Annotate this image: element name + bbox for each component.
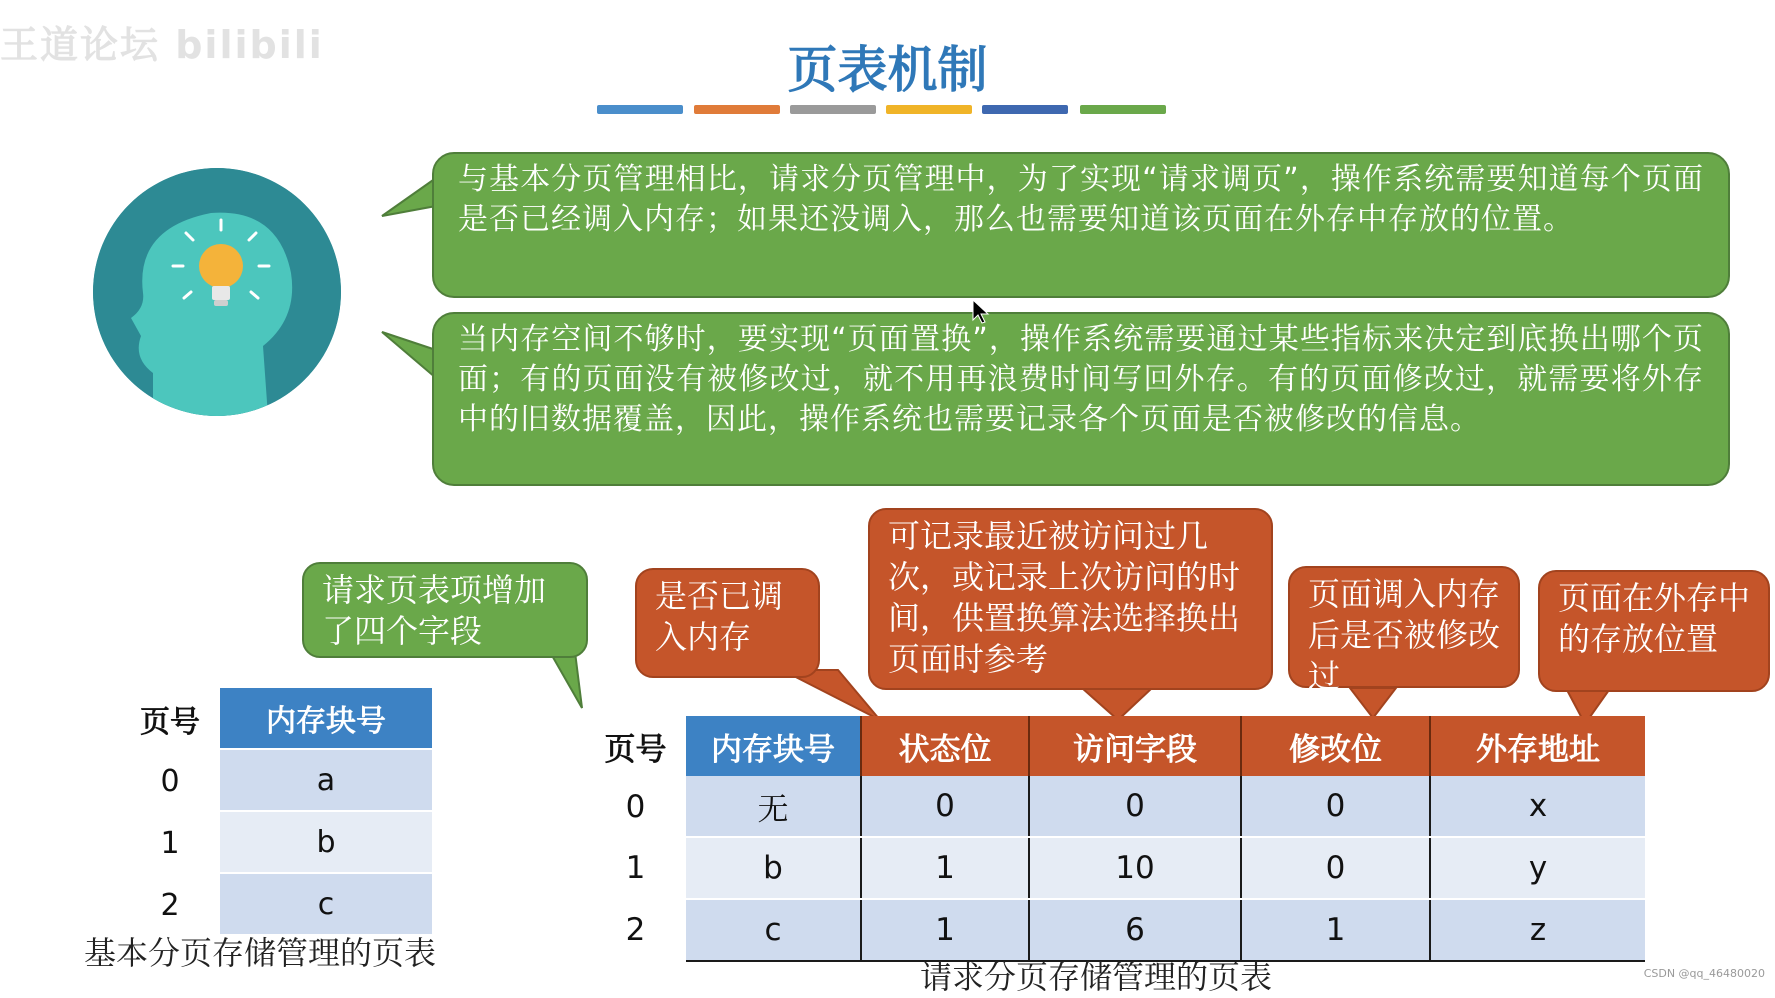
disk-address: y <box>1430 837 1645 899</box>
table-header-row <box>120 688 432 750</box>
block-number: b <box>686 837 861 899</box>
page-title: 页表机制 <box>787 41 988 99</box>
table-row <box>120 750 432 812</box>
callout-tail <box>520 650 590 712</box>
access-field-header: 访问字段 <box>1029 716 1241 776</box>
page-number-header: 页号 <box>604 731 667 768</box>
head-lightbulb-icon <box>93 168 341 416</box>
request-page-table <box>585 716 1645 962</box>
block-number: c <box>220 874 432 936</box>
page-number: 1 <box>625 850 646 886</box>
title-bar-segment <box>1080 105 1166 114</box>
disk-address: z <box>1430 899 1645 961</box>
page-number-header: 页号 <box>140 705 200 740</box>
mouse-cursor-icon <box>971 298 991 324</box>
table-row <box>585 776 1645 837</box>
page-number: 0 <box>625 788 646 825</box>
modify-bit: 1 <box>1241 899 1430 961</box>
page-number: 2 <box>160 887 180 923</box>
basic-page-table <box>120 688 432 936</box>
title-bar-segment <box>886 105 972 114</box>
bubble-tail <box>380 176 440 226</box>
request-table-caption: 请求分页存储管理的页表 <box>920 958 1273 996</box>
bubble-page-replacement: 当内存空间不够时，要实现“页面置换”，操作系统需要通过某些指标来决定到底换出哪个页面；有的页面没有被修改过，就不用再浪费时间写回外存。有的页面修改过，就需要将外存中的旧数据覆盖，因此，操作系统也需要记录各个页面是否被修改的信息。 <box>432 312 1730 486</box>
table-row <box>120 874 432 936</box>
table-row <box>120 812 432 874</box>
table-header-row <box>585 716 1645 776</box>
source-watermark: CSDN @qq_46480020 <box>1643 967 1765 980</box>
title-bar-segment <box>597 105 683 114</box>
basic-table-caption: 基本分页存储管理的页表 <box>84 934 437 972</box>
page-number: 1 <box>160 825 180 861</box>
disk-address-header: 外存地址 <box>1430 716 1645 776</box>
status-bit: 0 <box>861 776 1029 837</box>
callout-modify-bit: 页面调入内存后是否被修改过 <box>1288 566 1520 688</box>
watermark: 王道论坛 bilibili <box>0 23 324 67</box>
bubble-tail <box>380 330 440 400</box>
block-number-header: 内存块号 <box>686 716 861 776</box>
callout-status-bit: 是否已调入内存 <box>635 568 820 678</box>
page-number: 2 <box>625 912 646 948</box>
block-number-header: 内存块号 <box>220 688 432 750</box>
page-number: 0 <box>160 763 180 799</box>
status-bit: 1 <box>861 837 1029 899</box>
access-field: 0 <box>1029 776 1241 837</box>
modify-bit: 0 <box>1241 776 1430 837</box>
block-number: b <box>220 812 432 874</box>
title-bar-segment <box>790 105 876 114</box>
block-number: a <box>220 750 432 812</box>
callout-disk-address: 页面在外存中的存放位置 <box>1538 570 1770 692</box>
bubble-demand-paging: 与基本分页管理相比，请求分页管理中，为了实现“请求调页”，操作系统需要知道每个页面是否已经调入内存；如果还没调入，那么也需要知道该页面在外存中存放的位置。 <box>432 152 1730 298</box>
access-field: 6 <box>1029 899 1241 961</box>
title-bar-segment <box>982 105 1068 114</box>
status-bit-header: 状态位 <box>861 716 1029 776</box>
modify-bit: 0 <box>1241 837 1430 899</box>
callout-fields-added: 请求页表项增加了四个字段 <box>302 562 588 658</box>
status-bit: 1 <box>861 899 1029 961</box>
title-bar-segment <box>694 105 780 114</box>
access-field: 10 <box>1029 837 1241 899</box>
modify-bit-header: 修改位 <box>1241 716 1430 776</box>
callout-access-field: 可记录最近被访问过几次，或记录上次访问的时间，供置换算法选择换出页面时参考 <box>868 508 1273 690</box>
block-number: 无 <box>686 776 861 837</box>
disk-address: x <box>1430 776 1645 837</box>
block-number: c <box>686 899 861 961</box>
table-row <box>585 837 1645 899</box>
